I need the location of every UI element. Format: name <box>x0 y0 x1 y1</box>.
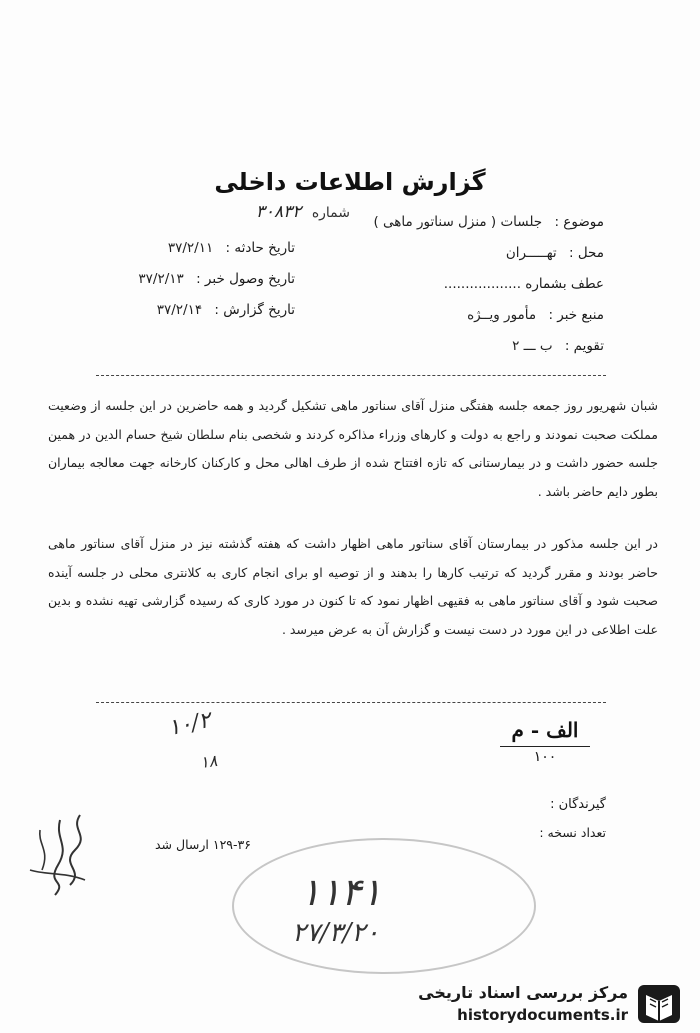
rating-label: تقویم : <box>564 338 604 354</box>
place-row <box>304 238 604 269</box>
report-body <box>48 392 658 668</box>
handwritten-date-note: ۱۰/۲ <box>165 707 214 742</box>
classification-code: الف - م <box>511 718 579 742</box>
archive-stamp <box>232 838 536 974</box>
incident-date-row <box>95 233 295 264</box>
subject-row <box>304 207 604 238</box>
classification-mark <box>500 718 590 765</box>
source-value: مأمور ویــژه <box>467 307 537 323</box>
rating-row <box>304 331 604 362</box>
report-date-row <box>95 295 295 326</box>
stamp-date: ۲۷/۳/۲۰ <box>292 918 380 948</box>
source-row <box>304 300 604 331</box>
report-dates <box>95 233 295 326</box>
report-fields <box>304 207 604 362</box>
handwritten-day-note: ۱۸ <box>198 750 219 773</box>
body-paragraph-2: در این جلسه مذکور در بیمارستان آقای سناتور ماهی اظهار داشت که هفته گذشته نیز در منزل آقای سناتور ماهی حاضر بودند و مقرر گردید که ترتیب کارها را بدهند و از توصیه او برای انجام کاری به کلانتری محلی در جلسه آینده صحبت شود و آقای سناتور ماهی به فقیهی اظهار نمود که تا کنون در مورد کاری که رسیده گزارشی تهیه نشده و بدین علت اطلاعی در این مورد در دست نیست و گزارش آن به عرض میرسد . <box>48 536 658 637</box>
body-paragraph-1: شبان شهریور روز جمعه جلسه هفتگی منزل آقای سناتور ماهی تشکیل گردید و همه حاضرین در این جلسه از وضعیت مملکت صحبت نمودند و راجع به دولت و کارهای وزراء مذاکره کردند و شخصی بنام سلطان شیخ حسام الدین در همین جلسه حضور داشت و در بیمارستانی که تازه افتتاح شده از طرف اهالی محل و کارکنان کارخانه جهت معالجه بیماران بطور دایم حاضر باشد . <box>48 398 658 499</box>
place-value: تهـــــران <box>505 245 557 261</box>
copies-label: تعداد نسخه : <box>539 825 606 840</box>
rating-value: ب ـــ ۲ <box>512 338 553 354</box>
body-divider <box>96 702 606 703</box>
report-date-value: ۳۷/۲/۱۴ <box>156 302 203 318</box>
serial-value: ۳۰۸۳۲ <box>255 202 302 222</box>
subject-value: جلسات ( منزل سناتور ماهی ) <box>373 214 543 230</box>
recipients-label: گیرندگان : <box>550 797 606 812</box>
handwritten-signature-icon <box>10 810 110 900</box>
watermark-url: historydocuments.ir <box>457 1006 628 1024</box>
report-date-label: تاریخ گزارش : <box>214 302 295 318</box>
place-label: محل : <box>568 245 604 261</box>
reference-row <box>304 269 604 300</box>
incident-date-label: تاریخ حادثه : <box>225 240 295 256</box>
received-date-value: ۳۷/۲/۱۳ <box>138 271 184 287</box>
page-title: گزارش اطلاعات داخلی <box>214 168 486 196</box>
serial-label: شماره <box>311 205 350 221</box>
source-label: منبع خبر : <box>548 307 604 323</box>
incident-date-value: ۳۷/۲/۱۱ <box>167 240 214 256</box>
reference-label: عطف بشماره .................. <box>443 276 604 292</box>
watermark <box>405 975 690 1030</box>
reference-number: ۱۲۹-۳۶ ارسال شد <box>155 837 251 852</box>
received-date-row <box>95 264 295 295</box>
book-logo-icon <box>636 983 682 1025</box>
subject-label: موضوع : <box>554 214 604 230</box>
watermark-title: مرکز بررسی اسناد تاریخی <box>418 983 628 1002</box>
classification-number: ۱۰۰ <box>500 746 590 765</box>
stamp-number: ۱۱۴۱ <box>300 870 382 914</box>
header-divider <box>96 375 606 376</box>
received-date-label: تاریخ وصول خبر : <box>196 271 295 287</box>
